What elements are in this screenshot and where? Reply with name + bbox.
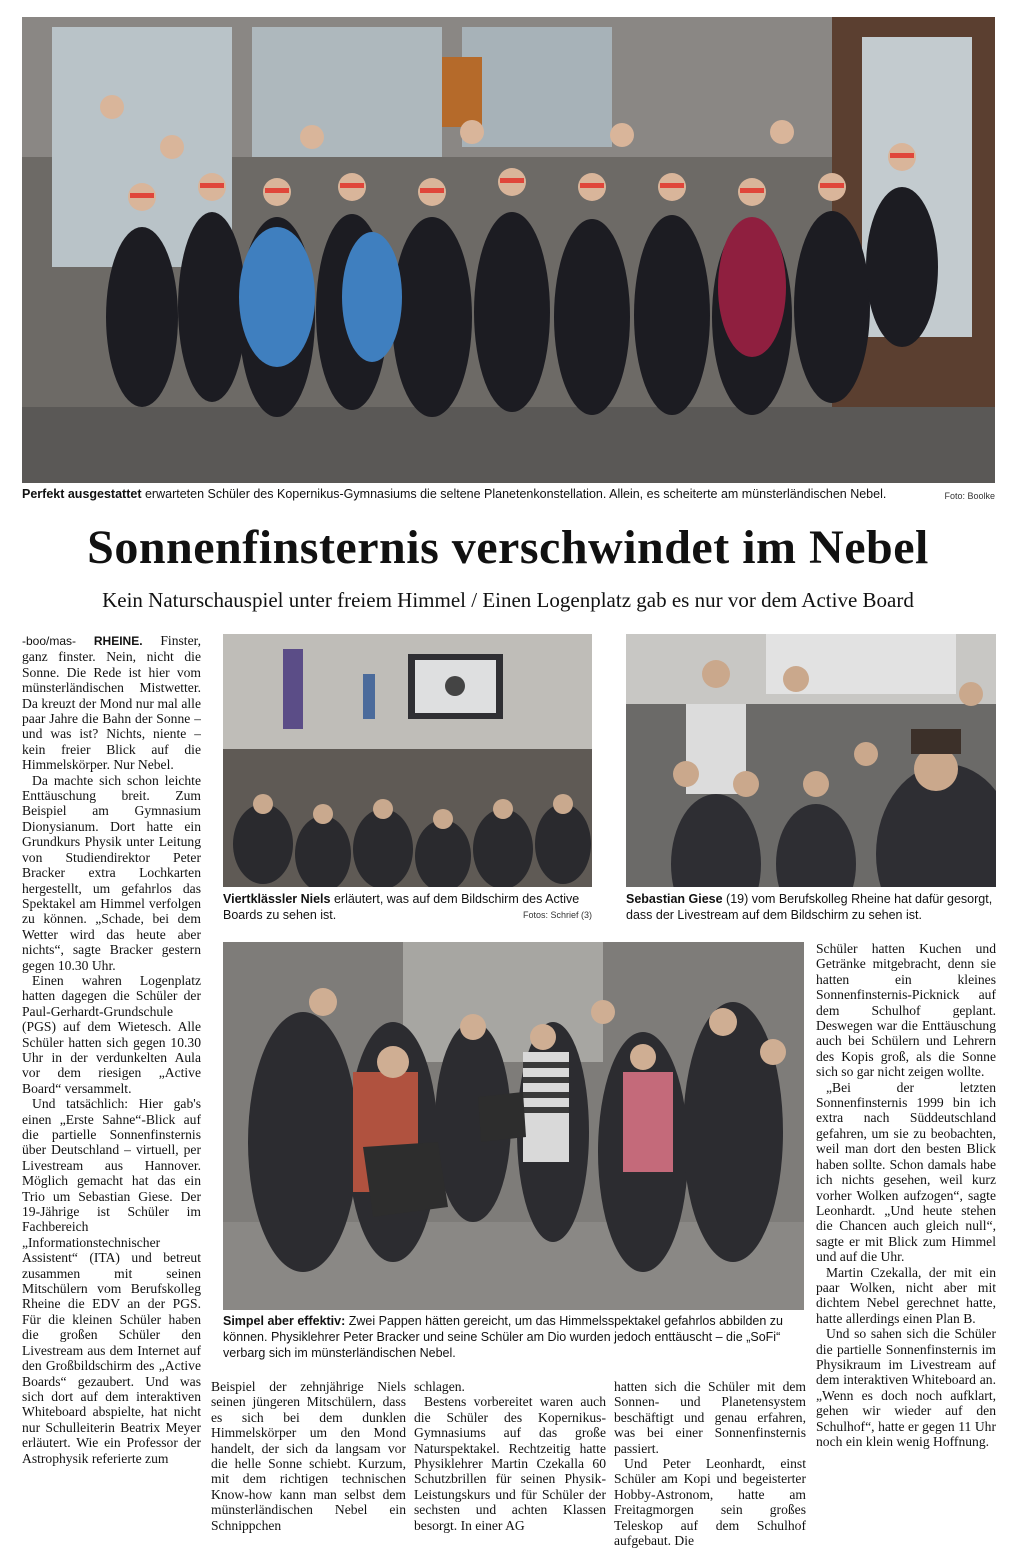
column-1-paragraph-1	[22, 633, 201, 773]
column-1-paragraph-3: Einen wahren Logenplatz hatten dagegen die Schüler der Paul-Gerhardt-Grundschule (PGS) auf dem Wietesch. Alle Schüler hatten sich gegen 10.30 Uhr in der verdunkelten Aula vor dem riesigen „Active Board“ versammelt.	[22, 972, 201, 1096]
column-5-paragraph-2: „Bei der letzten Sonnenfinsternis 1999 bin ich extra nach Süddeutschland gefahren, um sie zu beobachten, weil man dort den besten Blick haben sollte. Schon damals habe ich nichts gesehen, weil kurz vorher Wolken aufzogen“, sagte Leonhardt. „Und heute stehen die Chancen auch gleich null“, sagte er mit Blick zum Himmel und auf die Uhr.	[816, 1079, 996, 1265]
top-photo-caption	[22, 486, 995, 504]
top-caption-lead: Perfekt ausgestattet	[22, 487, 142, 501]
photo-sebastian-giese	[626, 634, 996, 887]
dateline-author: -boo/mas-	[22, 634, 77, 648]
column-4-paragraph-2: Und Peter Leonhardt, einst Schüler am Kopi und begeisterter Hobby-Astronom, hatte am Freitagmorgen sein großes Teleskop auf dem Schulhof aufgebaut. Die	[614, 1456, 806, 1549]
column-3-paragraph-2: Bestens vorbereitet waren auch die Schüler des Kopernikus-Gymnasiums auf das große Naturspektakel. Rechtzeitig hatte Physiklehrer Martin Czekalla 60 Schutzbrillen für seinen Physik-Leistungskurs und für Schüler der sechsten und achten Klassen besorgt. In einer AG	[414, 1394, 606, 1533]
column-5-paragraph-4: Und so sahen sich die Schüler die partielle Sonnenfinsternis im Physikraum im Livestream auf dem interaktiven Whiteboard an. „Wenn es doch noch aufklart, gehen wir wieder auf den Schulhof“, hatte er gegen 11 Uhr noch ein klein wenig Hoffnung.	[816, 1326, 996, 1449]
mid-right-caption-text: (19) vom Berufskolleg Rheine hat dafür gesorgt, dass der Livestream auf dem Bildschirm zu sehen ist.	[626, 892, 993, 922]
mid-right-caption	[626, 891, 996, 923]
photo-teacher-with-pinhole-cards	[223, 942, 804, 1310]
subheadline: Kein Naturschauspiel unter freiem Himmel / Einen Logenplatz gab es nur vor dem Active Board	[102, 588, 914, 612]
photo-aula-active-board	[223, 634, 592, 887]
article-column-3	[414, 1379, 606, 1564]
mid-left-photo-credit: Fotos: Schrief (3)	[522, 910, 592, 920]
column-5-paragraph-3: Martin Czekalla, der mit ein paar Wolken, nicht aber mit dichtem Nebel gerechnet hatte, hatte allerdings einen Plan B.	[816, 1264, 996, 1326]
top-photo-credit: Foto: Boolke	[944, 491, 995, 501]
article-column-5	[816, 941, 996, 1564]
column-5-paragraph-1: Schüler hatten Kuchen und Getränke mitgebracht, denn sie hatten ein kleines Sonnenfinsternis-Picknick auf dem Schulhof geplant. Deswegen war die Enttäuschung auch bei Schülern und Lehrern des Kopis groß, als die Sonne sich so gar nicht zeigen wollte.	[816, 941, 996, 1080]
dateline-place: RHEINE.	[93, 634, 143, 648]
photo-students-with-eclipse-glasses	[22, 17, 995, 483]
bottom-caption-text: Zwei Pappen hätten gereicht, um das Himmelsspektakel gefahrlos abbilden zu können. Physiklehrer Peter Bracker und seine Schüler am Dio wurden jedoch enttäuscht – die „SoFi“ verbarg sich im münsterländischen Nebel.	[223, 1314, 784, 1360]
mid-left-caption	[223, 891, 592, 923]
column-1-text-1: Finster, ganz finster. Nein, nicht die Sonne. Die Rede ist hier vom münsterländischen Mistwetter. Da kreuzt der Mond nur mal alle paar Jahre die Bahn der Sonne – und was ist? Nichts, niente – kein freier Blick auf die Himmelskörper. Nur Nebel.	[22, 633, 201, 773]
mid-left-caption-text: erläutert, was auf dem Bildschirm des Active Boards zu sehen ist.	[223, 892, 580, 922]
column-2-paragraph-1: Beispiel der zehnjährige Niels seinen jüngeren Mitschülern, dass es sich bei dem dunklen Himmelskörper um den Mond handelt, der sich da langsam vor die helle Sonne schiebt. Kurzum, mit dem richtigen technischen Know-how kann man selbst dem münsterländischen Nebel ein Schnippchen	[211, 1379, 406, 1533]
column-3-paragraph-1: schlagen.	[414, 1379, 465, 1394]
top-caption-text: erwarteten Schüler des Kopernikus-Gymnasiums die seltene Planetenkonstellation. Allein, es scheiterte am münsterländischen Nebel.	[141, 487, 887, 501]
column-4-paragraph-1: hatten sich die Schüler mit dem Sonnen- und Planetensystem beschäftigt und genau erfahren, was bei einer Sonnenfinsternis passiert.	[614, 1379, 806, 1456]
mid-left-caption-lead: Viertklässler Niels	[223, 892, 331, 906]
mid-right-caption-lead: Sebastian Giese	[626, 892, 723, 906]
column-1-paragraph-4: Und tatsächlich: Hier gab's einen „Erste Sahne“-Blick auf die partielle Sonnenfinsternis über Deutschland – virtuell, per Livestream aus Hannover. Möglich gemacht hat das ein Trio um Sebastian Giese. Der 19-Jährige ist Schüler im Fachbereich „Informationstechnischer Assistent“ (ITA) und betreut zusammen mit seinen Mitschülern vom Berufskolleg Rheine die EDV an der PGS. Für die kleinen Schüler haben die großen Schüler den Livestream aus dem Internet auf den Großbildschirm des „Active Boards“ gezaubert. Und was sich dort auf dem interaktiven Whiteboard abspielte, hat nicht nur Schulleiterin Beatrix Meyer erläutert. Wie ein Professor der Astrophysik referierte zum	[22, 1096, 201, 1466]
column-1-paragraph-2: Da machte sich schon leichte Enttäuschung breit. Zum Beispiel am Gymnasium Dionysianum. Dort hatte ein Grundkurs Physik unter Leitung von Studiendirektor Peter Bracker extra Lochkarten hergestellt, um gefahrlos das Spektakel am Himmel verfolgen zu können. „Schade, bei dem Wetter wird das heute aber nichts“, sagte Bracker gestern gegen 10.30 Uhr.	[22, 772, 201, 973]
headline: Sonnenfinsternis verschwindet im Nebel	[87, 521, 929, 574]
article-column-1	[22, 633, 201, 1564]
bottom-photo-caption	[223, 1313, 804, 1361]
article-column-2	[211, 1379, 406, 1564]
article-column-4	[614, 1379, 806, 1564]
bottom-caption-lead: Simpel aber effektiv:	[223, 1314, 346, 1328]
